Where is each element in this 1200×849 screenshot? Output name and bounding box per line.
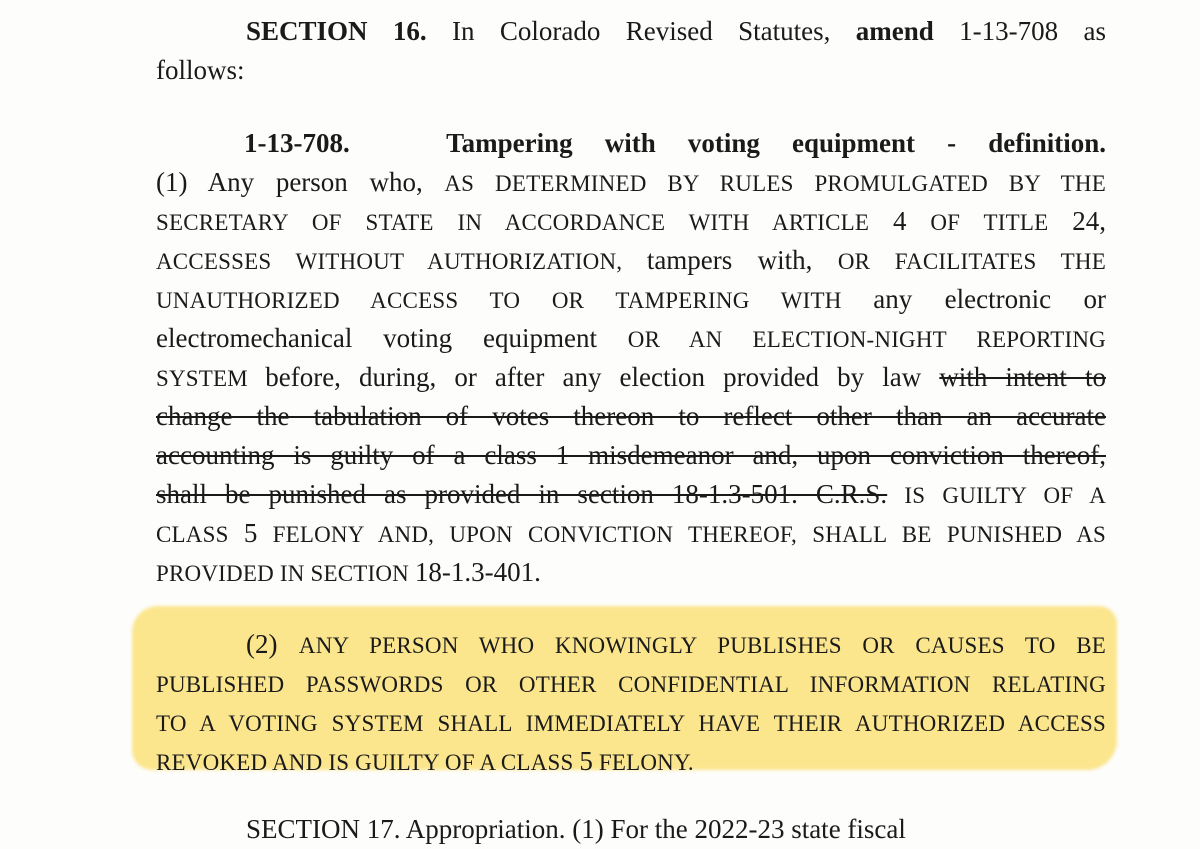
section-16-line-1	[156, 12, 1106, 51]
sub1-line-9: CLASS 5 FELONY AND, UPON CONVICTION THEREOF, SHALL BE PUNISHED AS	[156, 518, 1106, 548]
section-17-partial	[156, 810, 1106, 849]
struck-text: with intent to	[939, 362, 1106, 392]
sub2-line-2: TO A VOTING SYSTEM SHALL IMMEDIATELY HAVE THEIR AUTHORIZED ACCESS	[156, 711, 1106, 736]
section-17-line: SECTION 17. Appropriation. (1) For the 2022-23 state fiscal	[246, 814, 906, 844]
struck-text: shall be punished as provided in section 18-1.3-501. C.R.S.	[156, 479, 888, 509]
statute-1-13-708	[156, 124, 1106, 592]
sub1-line-10: PROVIDED IN SECTION 18-1.3-401.	[156, 557, 541, 587]
subsection-2-highlighted	[156, 625, 1106, 781]
sub2-line-3: REVOKED AND IS GUILTY OF A CLASS 5 FELONY.	[156, 746, 694, 776]
sub1-line-1: SECRETARY OF STATE IN ACCORDANCE WITH ARTICLE 4 OF TITLE 24,	[156, 206, 1106, 236]
section-16-heading: SECTION 16.	[246, 16, 427, 46]
section-16	[156, 12, 1106, 90]
section-16-text-a: In Colorado Revised Statutes,	[452, 16, 831, 46]
sub1-line-4: electromechanical voting equipment OR AN ELECTION-NIGHT REPORTING	[156, 323, 1106, 353]
section-16-line-2: follows:	[156, 55, 245, 85]
struck-text: accounting is guilty of a class 1 misdemeanor and, upon conviction thereof,	[156, 440, 1106, 470]
sub2-line-0: (2) ANY PERSON WHO KNOWINGLY PUBLISHES OR CAUSES TO BE	[246, 629, 1106, 659]
sub1-line-2: ACCESSES WITHOUT AUTHORIZATION, tampers with, OR FACILITATES THE	[156, 245, 1106, 275]
sub1-line-7	[156, 436, 1106, 475]
sub1-line-3: UNAUTHORIZED ACCESS TO OR TAMPERING WITH any electronic or	[156, 284, 1107, 314]
statute-title: Tampering with voting equipment - definition.	[446, 128, 1106, 158]
sub1-line-0: (1) Any person who, AS DETERMINED BY RULES PROMULGATED BY THE	[156, 167, 1106, 197]
section-16-amend: amend	[855, 16, 934, 46]
sub1-line-8: shall be punished as provided in section 18-1.3-501. C.R.S. IS GUILTY OF A	[156, 479, 1106, 509]
sub2-line-1: PUBLISHED PASSWORDS OR OTHER CONFIDENTIAL INFORMATION RELATING	[156, 672, 1106, 697]
sub1-line-6	[156, 397, 1106, 436]
statute-heading	[156, 124, 1106, 163]
struck-text: change the tabulation of votes thereon to reflect other than an accurate	[156, 401, 1106, 431]
sub1-line-5: SYSTEM before, during, or after any election provided by law with intent to	[156, 362, 1106, 392]
statute-number: 1-13-708.	[244, 128, 350, 158]
section-16-text-b: 1-13-708 as	[959, 16, 1106, 46]
